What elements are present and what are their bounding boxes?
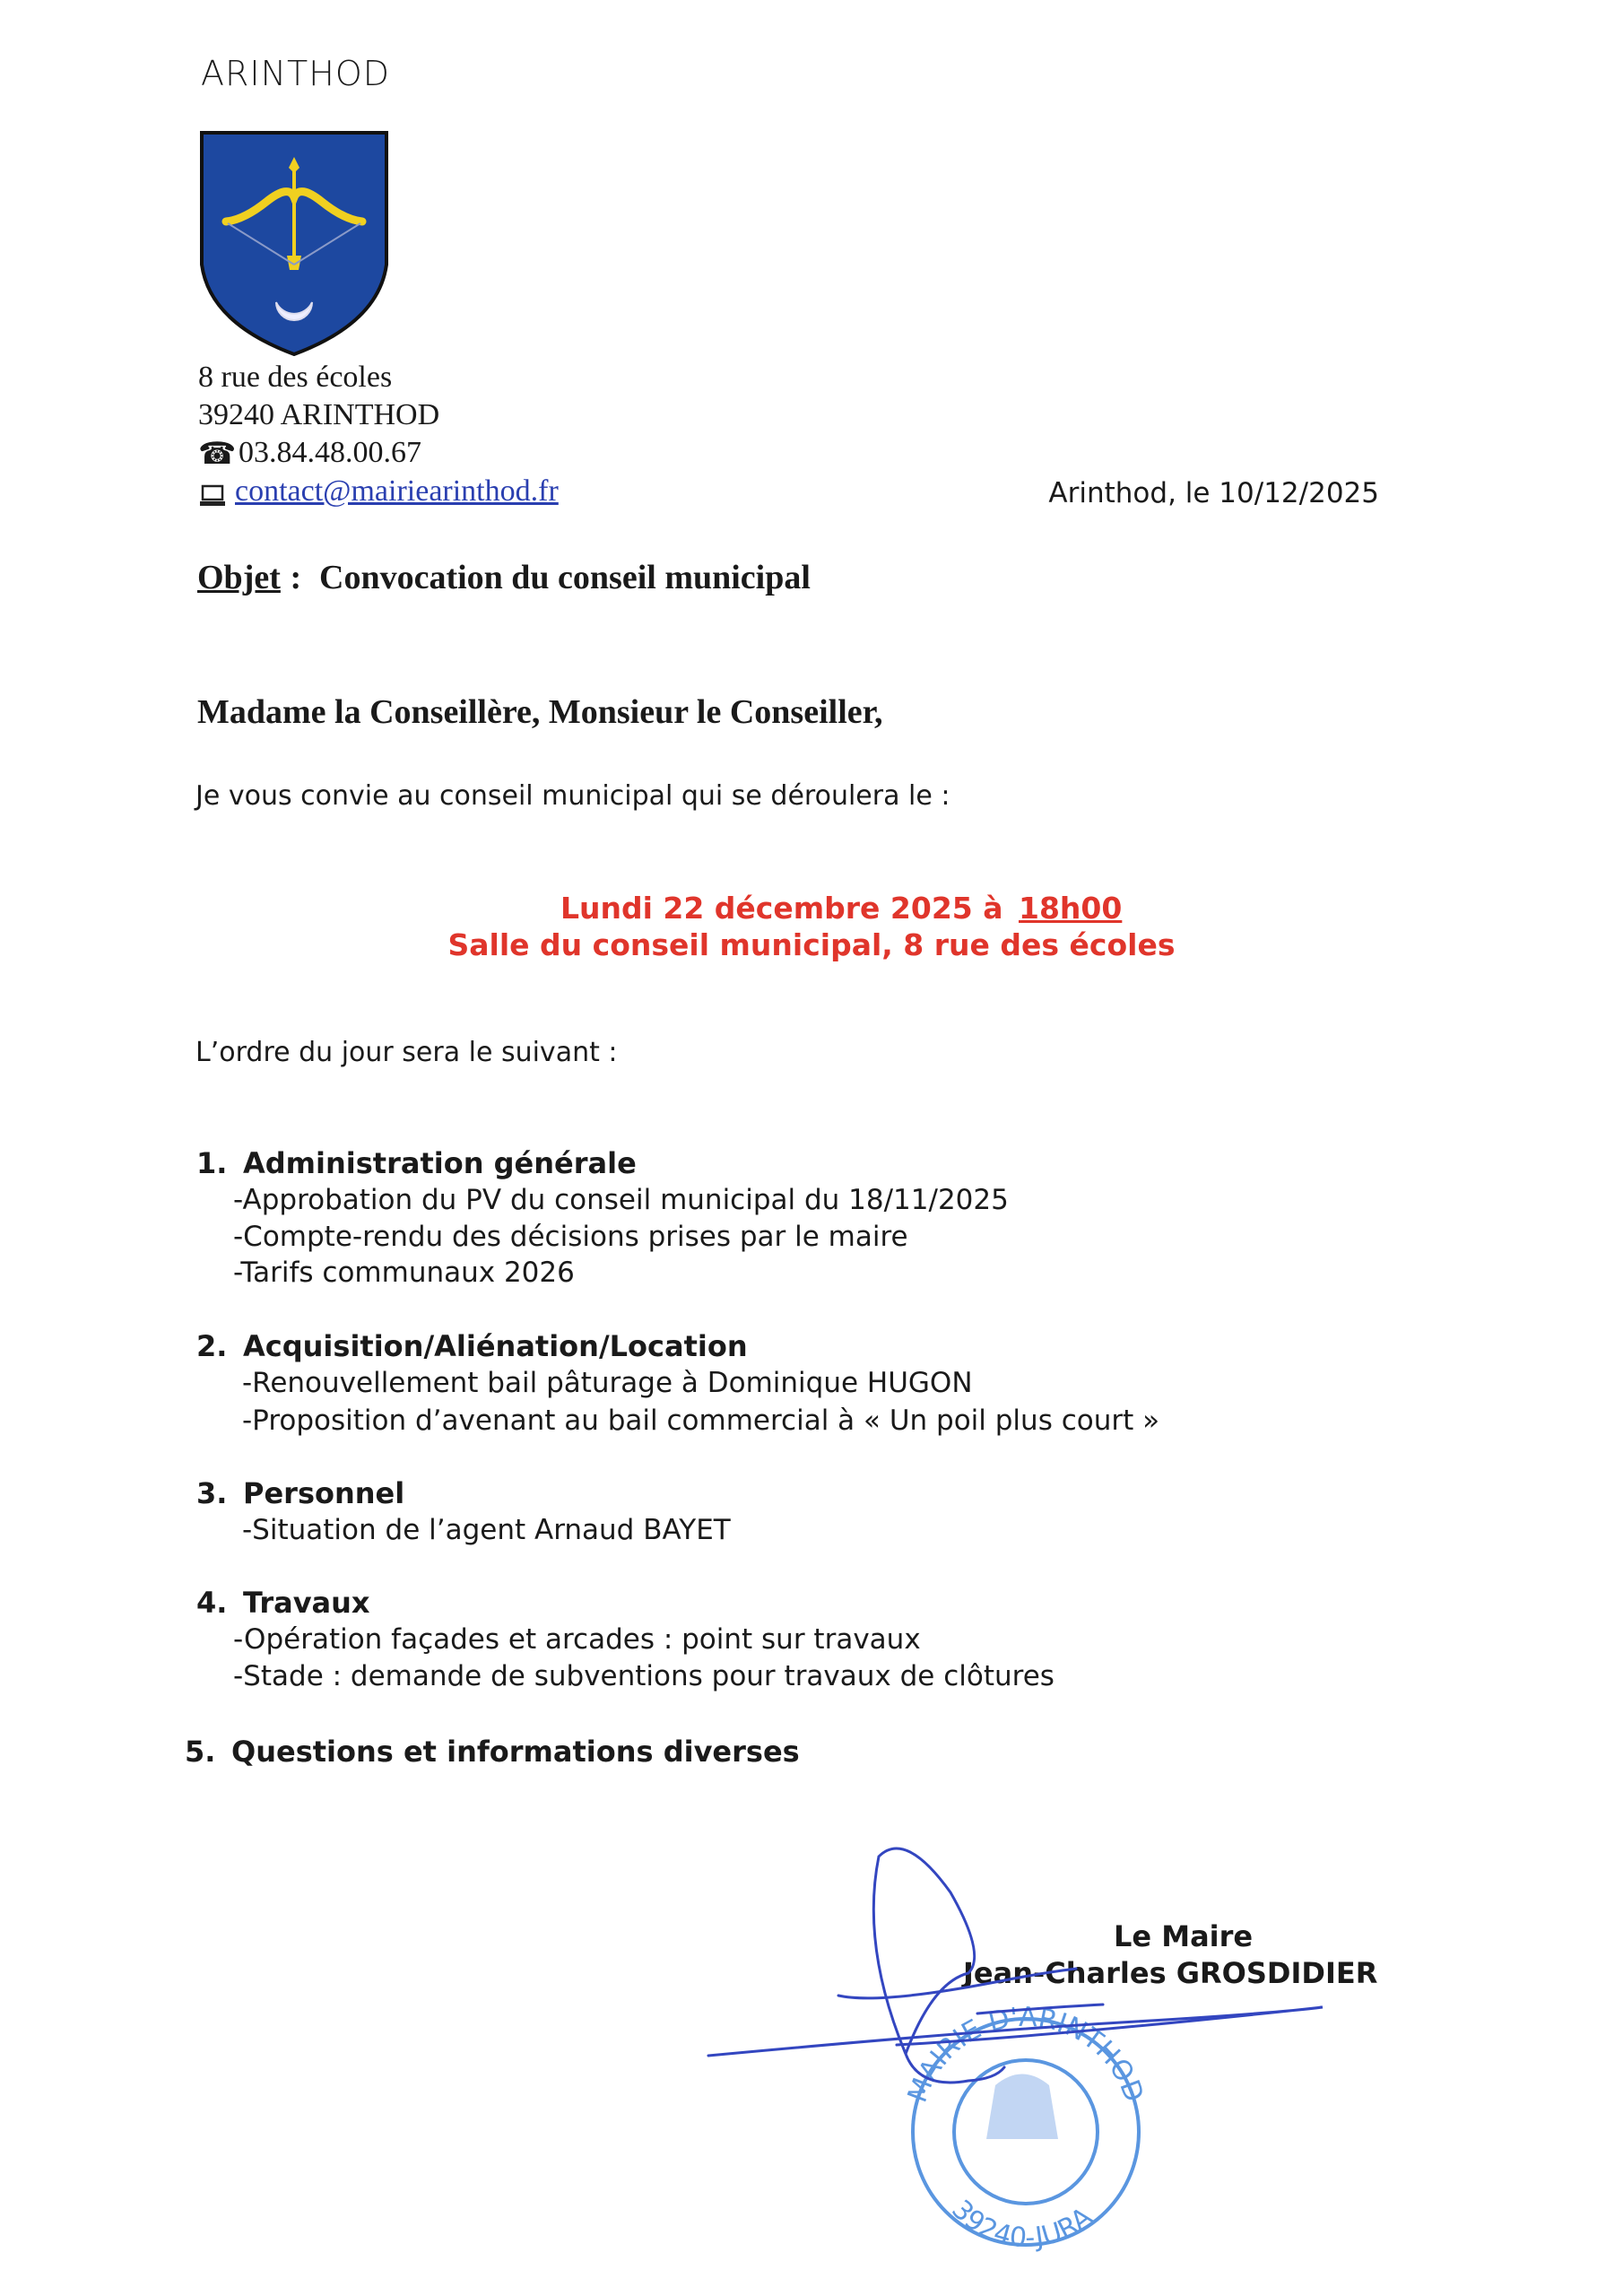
section-4-title: Travaux: [243, 1586, 370, 1620]
meeting-time: 18h00: [1019, 891, 1123, 926]
subject-text: Convocation du conseil municipal: [319, 559, 811, 596]
town-name: ARINTHOD: [201, 54, 390, 93]
signatory-role: Le Maire: [1114, 1919, 1254, 1953]
stamp-bottom-text: 39240-JURA: [945, 2194, 1099, 2255]
phone-icon: ☎: [198, 438, 237, 471]
section-1-number: 1.: [196, 1146, 228, 1180]
address-city: 39240 ARINTHOD: [198, 398, 440, 431]
address-street: 8 rue des écoles: [198, 361, 393, 394]
agenda-item: -Proposition d’avenant au bail commercial à « Un poil plus court »: [242, 1405, 1160, 1437]
agenda-item: -Situation de l’agent Arnaud BAYET: [242, 1514, 731, 1546]
section-5-number: 5.: [185, 1735, 216, 1769]
section-3-number: 3.: [196, 1476, 228, 1510]
signatory-name: Jean-Charles GROSDIDIER: [963, 1956, 1378, 1990]
salutation: Madame la Conseillère, Monsieur le Conseiller,: [197, 693, 883, 731]
agenda-item: -Tarifs communaux 2026: [233, 1257, 575, 1289]
meeting-date-text: Lundi 22 décembre 2025 à: [560, 891, 1013, 926]
agenda-item: -Compte-rendu des décisions prises par le maire: [233, 1221, 908, 1253]
section-2-title: Acquisition/Aliénation/Location: [243, 1329, 748, 1363]
email-link[interactable]: contact@mairiearinthod.fr: [235, 474, 559, 508]
agenda-item: -Approbation du PV du conseil municipal du 18/11/2025: [233, 1184, 1009, 1216]
subject-separator: :: [282, 559, 310, 596]
section-4-number: 4.: [196, 1586, 228, 1620]
agenda-item: -Stade : demande de subventions pour travaux de clôtures: [233, 1660, 1055, 1692]
section-5-title: Questions et informations diverses: [231, 1735, 800, 1769]
intro-text: Je vous convie au conseil municipal qui se déroulera le :: [195, 780, 950, 812]
section-1-title: Administration générale: [243, 1146, 637, 1180]
section-3-title: Personnel: [243, 1476, 405, 1510]
section-2-number: 2.: [196, 1329, 228, 1363]
computer-icon: [199, 484, 226, 508]
subject-label: Objet: [197, 559, 281, 596]
place-date: Arinthod, le 10/12/2025: [1048, 477, 1379, 509]
agenda-item: -Renouvellement bail pâturage à Dominique HUGON: [242, 1367, 973, 1399]
agenda-intro: L’ordre du jour sera le suivant :: [195, 1037, 618, 1068]
phone-number: 03.84.48.00.67: [239, 436, 421, 469]
handwritten-signature: [699, 1839, 1462, 2242]
agenda-item: -Opération façades et arcades : point sur travaux: [233, 1623, 921, 1656]
stamp-top-text: MAIRIE D'ARINTHOD: [901, 2001, 1150, 2107]
coat-of-arms-logo: [199, 130, 389, 356]
meeting-location: Salle du conseil municipal, 8 rue des écoles: [447, 927, 1176, 962]
